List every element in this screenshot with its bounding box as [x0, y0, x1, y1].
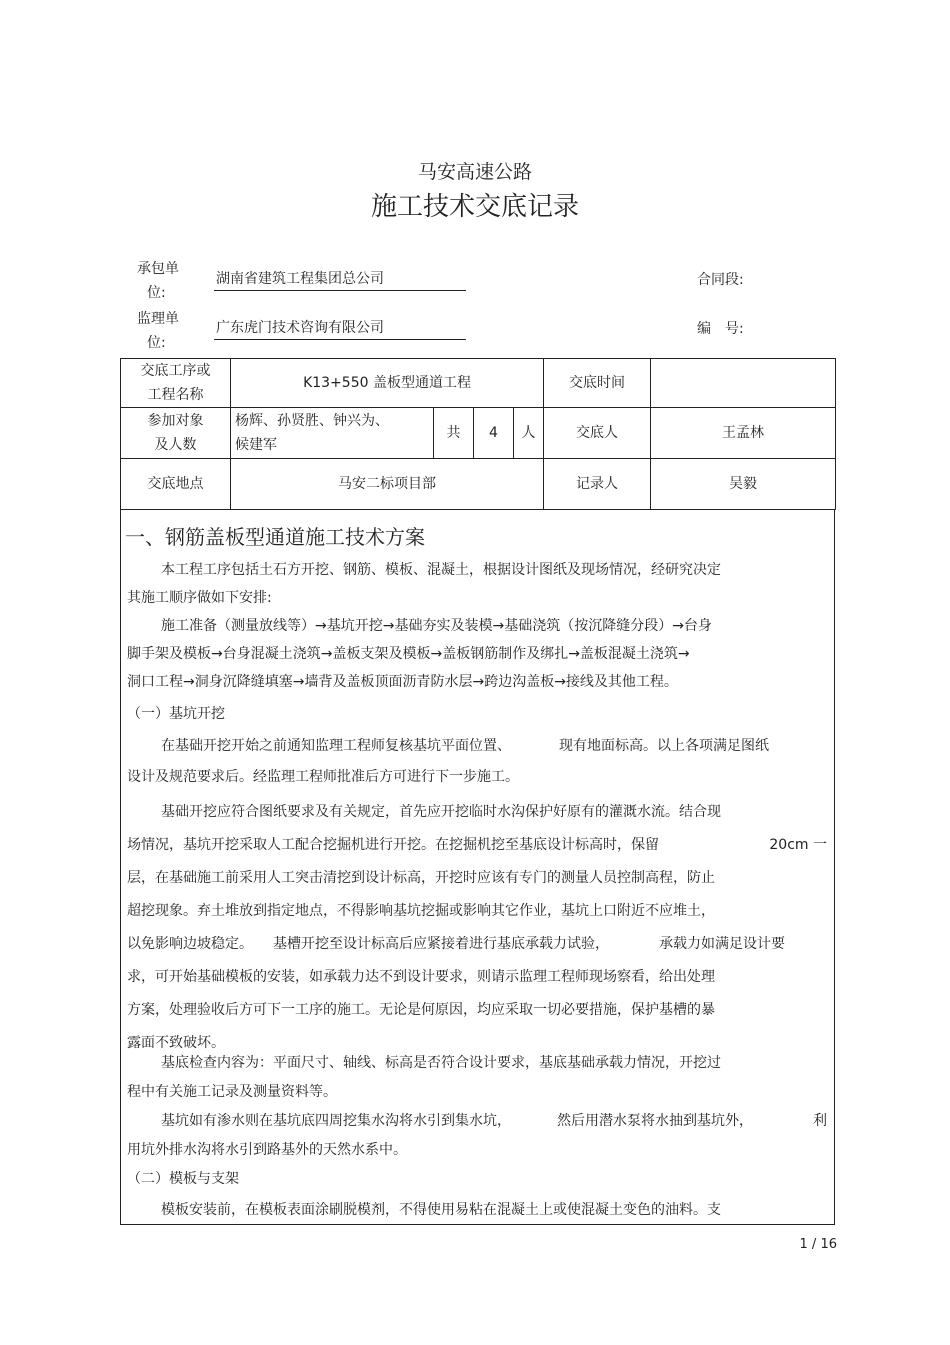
- supervisor-value: 广东虎门技术咨询有限公司: [214, 317, 466, 340]
- participants-value: 杨辉、孙贤胜、钟兴为、 候建军: [231, 408, 434, 459]
- contractor-label: 承包单 位:: [137, 261, 179, 301]
- excavation-paragraph-1: 在基础开挖开始之前通知监理工程师复核基坑平面位置、 现有地面标高。以上各项满足图纸 设计及规范要求后。经监理工程师批准后方可进行下一步施工。: [127, 738, 769, 785]
- process-name-label: 交底工序或 工程名称: [121, 359, 231, 408]
- presenter-value: 王孟林: [651, 408, 836, 459]
- briefing-time-label: 交底时间: [544, 359, 651, 408]
- participant-count: 4: [474, 408, 514, 459]
- excavation-paragraph-3: 基底检查内容为：平面尺寸、轴线、标高是否符合设计要求，基底基础承载力情况，开挖过 程中有关施工记录及测量资料等。: [127, 1055, 721, 1100]
- table-row: [121, 408, 836, 459]
- formwork-paragraph: 模板安装前，在模板表面涂刷脱模剂，不得使用易粘在混凝土上或使混凝土变色的油料。支: [161, 1202, 721, 1218]
- section-title: 一、钢筋盖板型通道施工技术方案: [125, 525, 425, 549]
- supervisor-label: 监理单 位:: [137, 311, 179, 351]
- excavation-paragraph-2: 基础开挖应符合图纸要求及有关规定，首先应开挖临时水沟保护好原有的灌溉水流。结合现 场情况，基坑开挖采取人工配合挖掘机进行开挖。在挖掘机挖至基底设计标高时，保留 20cm 一 层，在基础施工前采用人工突击清挖到设计标高，开挖时应该有专门的测量人员控制高程，防止 超挖现象。弃土堆放到指定地点，不得影响基坑挖掘或影响其它作业，基坑上口附近不应堆土， 以免影响边坡稳定。 基槽开挖至设计标高后应紧接着进行基底承载力试验， 承载力如满足设计要 求，可开始基础模板的安装，如承载力达不到设计要求，则请示监理工程师现场察看，给出处理 方案，处理验收后方可下一工序的施工。无论是何原因，均应采取一切必要措施，保护基槽的暴 露面不致破坏。: [127, 804, 827, 1051]
- info-table: [120, 358, 836, 510]
- contractor-value: 湖南省建筑工程集团总公司: [214, 268, 466, 291]
- document-subtitle: 马安高速公路: [417, 161, 532, 183]
- table-row: [121, 359, 836, 408]
- subsection-excavation: （一）基坑开挖: [127, 706, 225, 722]
- intro-paragraph: 本工程工序包括土石方开挖、钢筋、模板、混凝土，根据设计图纸及现场情况，经研究决定 其施工顺序做如下安排: 施工准备（测量放线等）→基坑开挖→基础夯实及装模→基础浇筑（按沉降缝分段）→台身 脚手架及模板→台身混凝土浇筑→盖板支架及模板→盖板钢筋制作及绑扎→盖板混凝土浇筑→ 洞口工程→洞身沉降缝填塞→墙背及盖板顶面沥青防水层→跨边沟盖板→接线及其他工程。: [127, 562, 721, 690]
- number-label: 编 号:: [697, 321, 744, 337]
- location-label: 交底地点: [121, 459, 231, 510]
- page-number: 1 / 16: [799, 1237, 837, 1252]
- contract-section-label: 合同段:: [697, 272, 744, 288]
- recorder-label: 记录人: [544, 459, 651, 510]
- table-row: [121, 459, 836, 510]
- total-label: 共: [434, 408, 474, 459]
- briefing-time-value: [651, 359, 836, 408]
- presenter-label: 交底人: [544, 408, 651, 459]
- location-value: 马安二标项目部: [231, 459, 544, 510]
- participant-unit: 人: [514, 408, 544, 459]
- process-name-value: K13+550 盖板型通道工程: [231, 359, 544, 408]
- subsection-formwork: （二）模板与支架: [127, 1171, 239, 1187]
- participants-label: 参加对象 及人数: [121, 408, 231, 459]
- recorder-value: 吴毅: [651, 459, 836, 510]
- document-title: 施工技术交底记录: [370, 192, 579, 222]
- excavation-paragraph-4: 基坑如有渗水则在基坑底四周挖集水沟将水引到集水坑， 然后用潜水泵将水抽到基坑外， 利 用坑外排水沟将水引到路基外的天然水系中。: [127, 1113, 827, 1158]
